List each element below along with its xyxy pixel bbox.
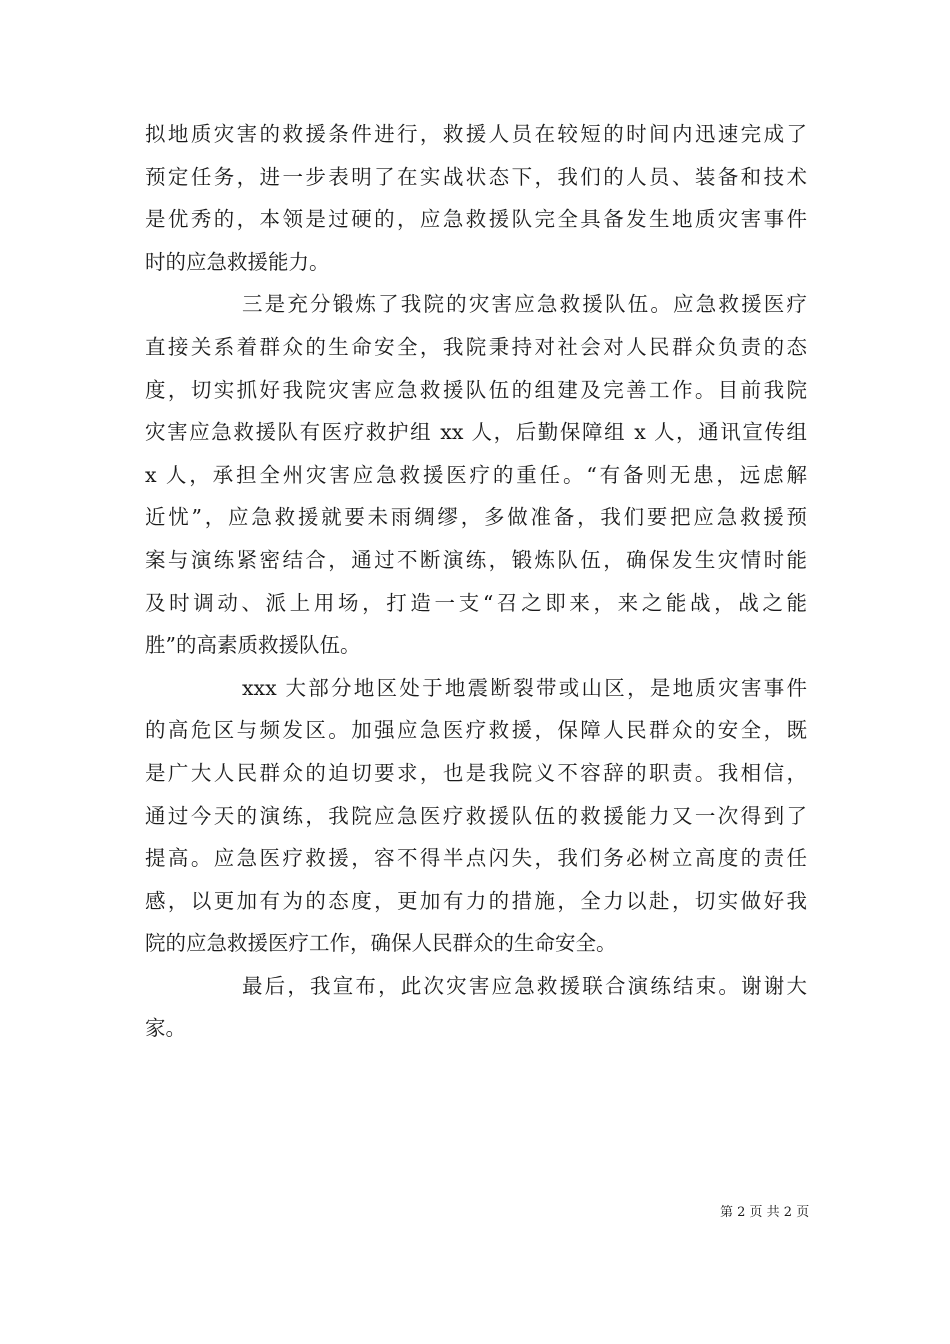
text-line: 时的应急救援能力。 bbox=[145, 249, 330, 274]
text-line: 是优秀的，本领是过硬的，应急救援队完全具备发生地质灾害事件 bbox=[145, 207, 807, 232]
text-line: 直接关系着群众的生命安全，我院秉持对社会对人民群众负责的态 bbox=[145, 334, 807, 359]
page-number: 第 2 页 共 2 页 bbox=[720, 1205, 810, 1220]
paragraph-first-line: 三是充分锻炼了我院的灾害应急救援队伍。应急救援医疗 bbox=[242, 292, 807, 317]
paragraph-first-line: 最后，我宣布，此次灾害应急救援联合演练结束。谢谢大 bbox=[242, 973, 807, 998]
text-line: 院的应急救援医疗工作，确保人民群众的生命安全。 bbox=[145, 931, 617, 956]
text-line: 的高危区与频发区。加强应急医疗救援，保障人民群众的安全，既 bbox=[145, 718, 807, 743]
text-line: 家。 bbox=[145, 1016, 186, 1041]
text-line: 是广大人民群众的迫切要求，也是我院义不容辞的职责。我相信， bbox=[145, 760, 807, 785]
paragraph-first-line: xxx 大部分地区处于地震断裂带或山区，是地质灾害事件 bbox=[242, 675, 807, 700]
text-line: 及时调动、派上用场，打造一支“召之即来，来之能战，战之能 bbox=[145, 590, 807, 615]
document-body bbox=[145, 113, 807, 1050]
text-line: 感，以更加有为的态度，更加有力的措施，全力以赴，切实做好我 bbox=[145, 888, 807, 913]
text-line: 案与演练紧密结合，通过不断演练，锻炼队伍，确保发生灾情时能 bbox=[145, 547, 807, 572]
text-line: 预定任务，进一步表明了在实战状态下，我们的人员、装备和技术 bbox=[145, 164, 807, 189]
text-line: x 人，承担全州灾害应急救援医疗的重任。“有备则无患，远虑解 bbox=[145, 462, 807, 487]
text-line: 近忧”，应急救援就要未雨绸缪，多做准备，我们要把应急救援预 bbox=[145, 505, 807, 530]
text-line: 提高。应急医疗救援，容不得半点闪失，我们务必树立高度的责任 bbox=[145, 846, 807, 871]
text-line: 通过今天的演练，我院应急医疗救援队伍的救援能力又一次得到了 bbox=[145, 803, 807, 828]
text-line: 灾害应急救援队有医疗救护组 xx 人，后勤保障组 x 人，通讯宣传组 bbox=[145, 420, 807, 445]
text-line: 胜”的高素质救援队伍。 bbox=[145, 633, 361, 658]
text-line: 度，切实抓好我院灾害应急救援队伍的组建及完善工作。目前我院 bbox=[145, 377, 807, 402]
text-line: 拟地质灾害的救援条件进行，救援人员在较短的时间内迅速完成了 bbox=[145, 122, 807, 146]
